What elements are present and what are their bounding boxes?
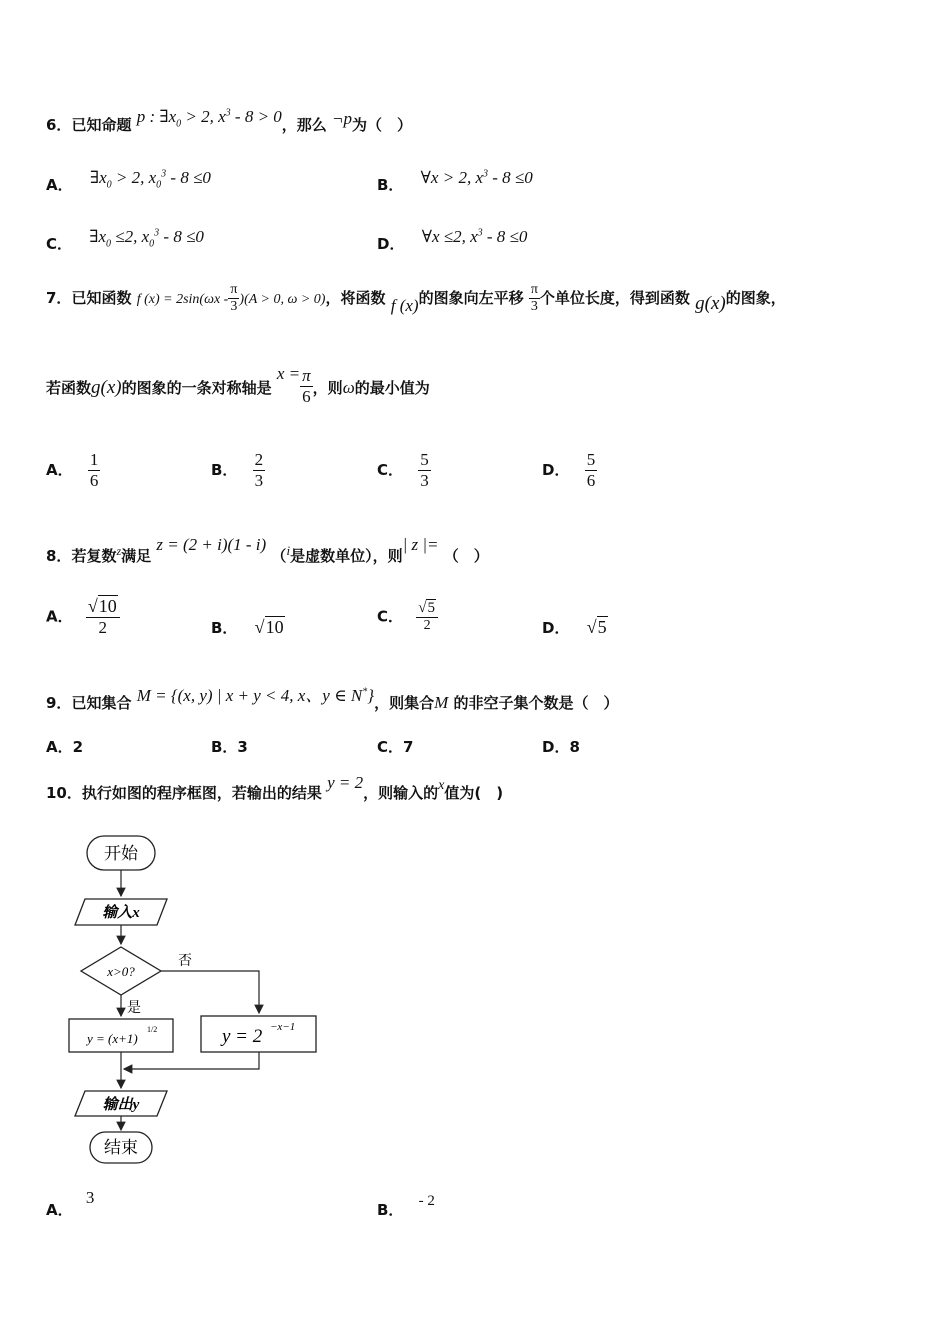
question-number: 8． <box>46 547 72 565</box>
negation-p: ¬p <box>332 109 353 128</box>
stem-text: 的图象向左平移 <box>418 289 524 307</box>
option-expression: $\exists x_0 > 2$, $x_0^3 - 8 \le 0$ <box>89 168 211 191</box>
stem-text: 个单位长度，得到函数 <box>539 289 690 307</box>
option-value: - 2 <box>418 1193 435 1209</box>
merge-arrow <box>124 1052 259 1069</box>
option-fraction: $\frac{√5}{2}$ <box>416 600 438 634</box>
gx: g(x) <box>695 293 726 314</box>
fx: f (x) <box>390 296 419 315</box>
question-number: 9． <box>46 694 72 712</box>
stem-text: 为（ ） <box>352 116 413 134</box>
option-expression: $\exists x_0 \le 2$, $x_0^3 - 8 \le 0$ <box>89 227 204 250</box>
end-label: 结束 <box>104 1138 138 1157</box>
stem-text: ，则输入的 <box>363 784 439 802</box>
stem-text: 若复数 <box>71 547 117 565</box>
shift-fraction: $\frac{\pi}{3}$ <box>530 282 538 314</box>
option-label: B． <box>211 461 238 479</box>
option-label: C． <box>377 607 404 626</box>
stem-text: 已知集合 <box>71 694 132 712</box>
x: x <box>438 778 445 793</box>
option-label: A． <box>46 1201 73 1219</box>
q10-option-a[interactable] <box>46 1188 95 1220</box>
option-label: D． <box>542 619 570 637</box>
q9-option-a[interactable]: A．2 <box>46 738 84 756</box>
q9-option-b[interactable]: B．3 <box>211 738 248 756</box>
option-label: A． <box>46 461 73 479</box>
z: z <box>116 544 122 558</box>
input-label: 输入x <box>102 905 140 921</box>
stem-text: 已知函数 <box>71 289 132 307</box>
option-label: B． <box>377 1201 404 1219</box>
option-label: D． <box>377 235 405 253</box>
option-fraction: $\frac{1}{6}$ <box>89 450 99 490</box>
function-definition: f (x) = 2sin(ωx - <box>136 292 229 307</box>
abs-z: | z |= <box>402 535 439 554</box>
sqrt: √5 <box>418 600 435 616</box>
option-fraction: $\frac{2}{3}$ <box>254 450 264 490</box>
sqrt: √10 <box>87 596 117 616</box>
stem-text: 的图象的一条对称轴是 <box>121 379 272 397</box>
stem-text: 执行如图的程序框图，若输出的结果 <box>81 784 322 802</box>
function-condition: )(A > 0, ω > 0) <box>239 292 326 307</box>
option-fraction: $\frac{5}{6}$ <box>586 450 596 490</box>
option-label: C． <box>46 235 73 253</box>
stem-text: 满足 <box>121 547 152 565</box>
stem-text: 的非空子集个数是（ ） <box>453 694 619 712</box>
m: M <box>434 693 449 712</box>
option-fraction: $\frac{5}{3}$ <box>420 450 429 490</box>
stem-text: 值为( ) <box>444 784 504 802</box>
option-label: D． <box>542 461 570 479</box>
proposition-p: p : $\exists x_0 > 2$, $x^3 - 8 > 0$ <box>136 107 282 130</box>
no-label: 否 <box>178 954 192 969</box>
question-number: 7． <box>46 289 72 307</box>
option-expression: ∀x > 2, $x^3 - 8 \le 0$ <box>420 168 533 187</box>
decision-label: x>0? <box>107 964 135 979</box>
option-label: A． <box>46 176 73 194</box>
option-expression: ∀x ≤2, $x^3 - 8 \le 0$ <box>421 227 528 246</box>
start-label: 开始 <box>104 844 138 863</box>
stem-text: ，那么 <box>281 116 327 134</box>
stem-text: （ <box>271 547 287 565</box>
question-number: 6． <box>46 116 72 134</box>
stem-text: （ ） <box>443 547 489 565</box>
option-label: C． <box>377 461 404 479</box>
set-m: M = {(x, y) | x + y < 4, x、y ∈ N*} <box>136 686 375 705</box>
i: i <box>286 543 291 558</box>
stem-text: 是虚数单位），则 <box>290 547 403 565</box>
yes-exponent: 1/2 <box>147 1025 158 1034</box>
option-label: B． <box>377 176 404 194</box>
axis-x: x = <box>276 364 301 383</box>
option-fraction: $\frac{√10}{2}$ <box>86 596 120 638</box>
no-branch-arrow <box>161 971 259 1013</box>
stem-text: 的最小值为 <box>354 379 430 397</box>
axis-fraction: $\frac{\pi}{6}$ <box>302 366 311 406</box>
no-exponent: −x−1 <box>270 1021 296 1033</box>
stem-text: ，则集合 <box>374 694 435 712</box>
stem-text: 若函数 <box>46 379 92 397</box>
output-label: 输出y <box>102 1097 140 1113</box>
q9-option-c[interactable]: C．7 <box>377 738 414 756</box>
q10-option-b[interactable] <box>377 1193 435 1220</box>
stem-text: ，则 <box>312 379 343 397</box>
sqrt: √5 <box>586 617 607 637</box>
equation: z = (2 + i)(1 - i) <box>156 535 267 554</box>
question-number: 10． <box>46 784 82 802</box>
stem-text: ，将函数 <box>325 289 386 307</box>
sqrt: √10 <box>254 617 284 637</box>
option-value: 3 <box>85 1188 95 1207</box>
omega: ω <box>342 378 355 397</box>
no-formula: y = 2 <box>222 1026 263 1047</box>
gx: g(x) <box>91 377 122 398</box>
q9-option-d[interactable]: D．8 <box>542 738 580 756</box>
option-label: B． <box>211 619 238 637</box>
y-eq: y = 2 <box>327 773 364 792</box>
yes-label: 是 <box>127 1001 141 1016</box>
yes-formula: y = (x+1) <box>87 1031 138 1046</box>
stem-text: 已知命题 <box>71 116 132 134</box>
option-label: A． <box>46 607 73 626</box>
stem-text: 的图象， <box>725 289 786 307</box>
fraction-pi-3: $\frac{\pi}{3}$ <box>230 282 238 314</box>
